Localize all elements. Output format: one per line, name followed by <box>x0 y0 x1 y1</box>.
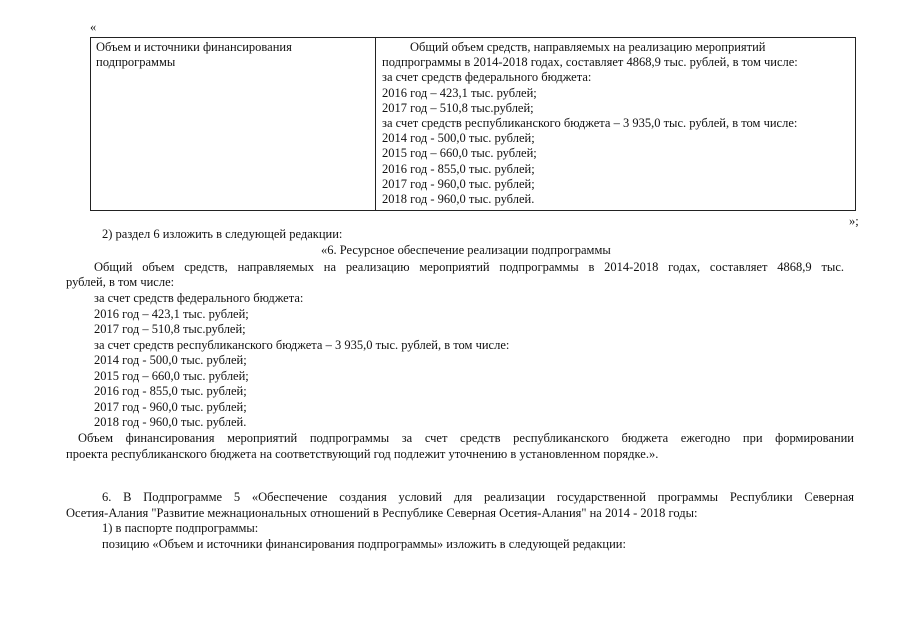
table-row <box>91 38 856 211</box>
value-line: 2017 год – 510,8 тыс.рублей; <box>382 100 534 115</box>
republic-2018: 2018 год - 960,0 тыс. рублей. <box>94 415 247 429</box>
federal-budget-label: за счет средств федерального бюджета: <box>94 291 304 305</box>
federal-2017: 2017 год – 510,8 тыс.рублей; <box>94 322 246 336</box>
label-line: подпрограммы <box>96 55 176 70</box>
republic-2016: 2016 год - 855,0 тыс. рублей; <box>94 384 247 398</box>
republic-budget-label: за счет средств республиканского бюджета – 3 935,0 тыс. рублей, в том числе: <box>94 338 510 352</box>
republic-2017: 2017 год - 960,0 тыс. рублей; <box>94 400 247 414</box>
label-line: Объем и источники финансирования <box>96 40 292 54</box>
value-line: за счет средств федерального бюджета: <box>382 70 592 85</box>
value-line: подпрограммы в 2014-2018 годах, составляет 4868,9 тыс. рублей, в том числе: <box>382 55 798 70</box>
section6-para1-line2: рублей, в том числе: <box>66 275 175 289</box>
section6-para1-line1: Общий объем средств, направляемых на реализацию мероприятий подпрограммы в 2014-2018 годах, составляет 4868,9 тыс. <box>94 260 844 274</box>
federal-2016: 2016 год – 423,1 тыс. рублей; <box>94 307 249 321</box>
final-para-line1: Объем финансирования мероприятий подпрограммы за счет средств республиканского бюджета ежегодно при формировании <box>78 431 854 445</box>
value-line: Общий объем средств, направляемых на реализацию мероприятий <box>410 40 766 54</box>
item6-line4: позицию «Объем и источники финансирования подпрограммы» изложить в следующей редакции: <box>102 537 626 551</box>
open-quote: « <box>90 20 97 34</box>
close-quote: »; <box>849 214 859 228</box>
value-line: за счет средств республиканского бюджета – 3 935,0 тыс. рублей, в том числе: <box>382 116 798 131</box>
value-line: 2018 год - 960,0 тыс. рублей. <box>382 192 535 207</box>
value-line: 2016 год - 855,0 тыс. рублей; <box>382 161 535 176</box>
financing-table <box>90 37 856 211</box>
section6-intro: 2) раздел 6 изложить в следующей редакции: <box>102 227 343 241</box>
value-line: 2017 год - 960,0 тыс. рублей; <box>382 176 535 191</box>
section6-heading: «6. Ресурсное обеспечение реализации подпрограммы <box>321 243 611 257</box>
item6-line3: 1) в паспорте подпрограммы: <box>102 521 259 535</box>
value-line: 2015 год – 660,0 тыс. рублей; <box>382 146 537 161</box>
republic-2014: 2014 год - 500,0 тыс. рублей; <box>94 353 247 367</box>
value-line: 2014 год - 500,0 тыс. рублей; <box>382 131 535 146</box>
item6-line2: Осетия-Алания "Развитие межнациональных отношений в Республике Северная Осетия-Алания" на 2014 - 2018 годы: <box>66 506 698 520</box>
value-line: 2016 год – 423,1 тыс. рублей; <box>382 85 537 100</box>
republic-2015: 2015 год – 660,0 тыс. рублей; <box>94 369 249 383</box>
table-value-cell <box>376 38 856 211</box>
final-para-line2: проекта республиканского бюджета на соответствующий год подлежит уточнению в установленном порядке.». <box>66 447 659 461</box>
item6-line1: 6. В Подпрограмме 5 «Обеспечение создания условий для реализации государственной программы Республики Северная <box>102 490 854 504</box>
table-label-cell <box>91 38 376 211</box>
